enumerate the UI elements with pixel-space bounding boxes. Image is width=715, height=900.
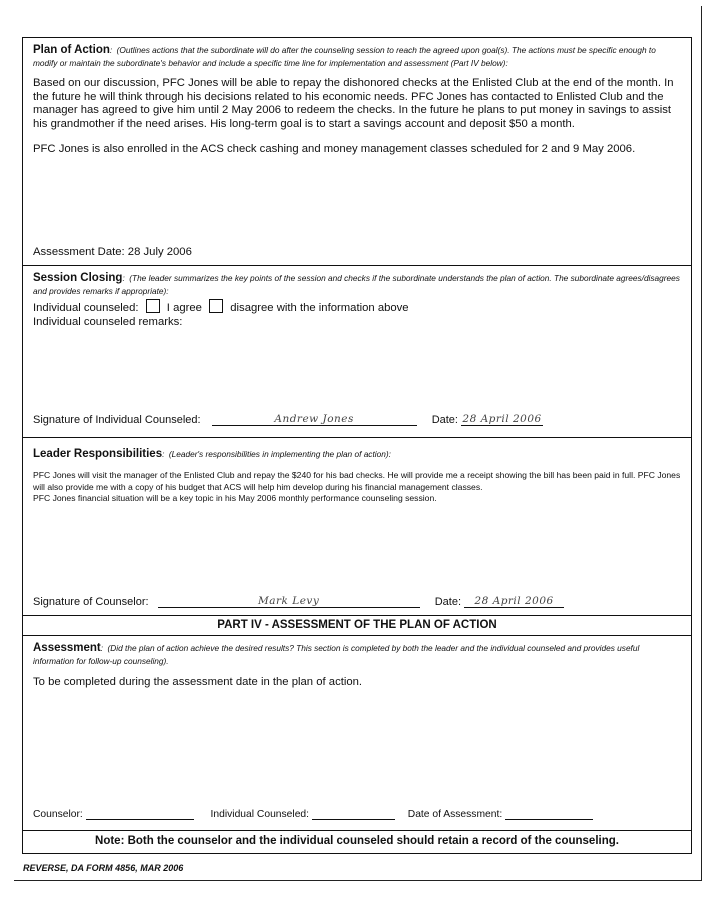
counselor-signature-row (33, 595, 681, 608)
plan-paragraph-2: PFC Jones is also enrolled in the ACS check cashing and money management classes scheduled for 2 and 9 May 2006. (33, 143, 636, 156)
plan-of-action-instructions: (Outlines actions that the subordinate will do after the counseling session to reach the agreed upon goal(s). The actions must be specific enough to modify or maintain the subordinate's behavior and include a specific time line for implementation and assessment (Part IV below): (33, 45, 656, 68)
leader-responsibilities-colon: : (162, 449, 165, 459)
disagree-label: disagree with the information above (230, 302, 409, 314)
assessment-counselor-label: Counselor: (33, 809, 83, 820)
session-closing-instructions: (The leader summarizes the key points of the session and checks if the subordinate understands the plan of action. The subordinate agrees/disagrees and provides remarks if appropriate): (33, 273, 680, 296)
counselor-signature-label: Signature of Counselor: (33, 596, 149, 608)
assessment-date-field[interactable] (505, 809, 593, 820)
leader-paragraph-2: PFC Jones financial situation will be a key topic in his May 2006 monthly performance counseling session. (33, 493, 437, 503)
assessment-instructions: (Did the plan of action achieve the desired results? This section is completed by both the leader and the individual counseled and provides useful information for follow-up counseling). (33, 643, 640, 666)
session-closing-title: Session Closing (33, 272, 123, 284)
plan-of-action-title: Plan of Action (33, 44, 110, 56)
agreement-row (33, 299, 681, 316)
assessment-body: To be completed during the assessment date in the plan of action. (33, 676, 363, 688)
counseled-signature-row (33, 413, 681, 426)
assessment-section (23, 636, 691, 831)
disagree-checkbox[interactable] (209, 299, 223, 313)
plan-of-action-colon: : (109, 45, 113, 55)
session-closing-colon: : (122, 273, 125, 283)
part-four-header: PART IV - ASSESSMENT OF THE PLAN OF ACTION (23, 616, 691, 636)
plan-of-action-section (23, 38, 691, 266)
leader-responsibilities-section (23, 438, 691, 616)
leader-responsibilities-instructions: (Leader's responsibilities in implementing the plan of action): (168, 449, 391, 459)
assessment-date: Assessment Date: 28 July 2006 (33, 246, 192, 258)
agree-checkbox[interactable] (146, 299, 160, 313)
remarks-label: Individual counseled remarks: (33, 315, 183, 328)
form-footer: REVERSE, DA FORM 4856, MAR 2006 (23, 863, 184, 873)
counselor-signature[interactable]: Mark Levy (158, 595, 420, 608)
session-closing-section (23, 266, 691, 438)
assessment-signature-row (33, 809, 681, 820)
plan-paragraph-1: Based on our discussion, PFC Jones will be able to repay the dishonored checks at the Enlisted Club at the end of the month. In the future he will think through his decisions related to his economic needs. PFC Jones has contacted to Enlisted Club and the manager has agreed to give him until 2 May 2006 to redeem the checks. In the future he plans to put money in savings to assist his grandmother if the need arises. His long-term goal is to start a savings account and deposit $50 a month. (33, 77, 674, 130)
leader-paragraph-1: PFC Jones will visit the manager of the Enlisted Club and repay the $240 for his bad checks. He will provide me a receipt showing the bill has been paid in full. PFC Jones will also provide me with a copy of his budget that ACS will help him develop during his financial management classes. (33, 470, 681, 492)
assessment-colon: : (100, 643, 104, 653)
counseled-signature[interactable]: Andrew Jones (212, 413, 417, 426)
counseled-signature-label: Signature of Individual Counseled: (33, 414, 201, 426)
assessment-counselor-field[interactable] (86, 809, 194, 820)
retention-note: Note: Both the counselor and the individual counseled should retain a record of the counseling. (95, 835, 619, 847)
counselor-date-label: Date: (434, 596, 461, 608)
counseled-date-label: Date: (431, 414, 458, 426)
assessment-title: Assessment (33, 642, 101, 654)
agree-label: I agree (166, 302, 202, 314)
counseled-date[interactable]: 28 April 2006 (462, 413, 542, 425)
assessment-individual-field[interactable] (312, 809, 395, 820)
leader-responsibilities-title: Leader Responsibilities (33, 448, 163, 460)
counselor-date[interactable]: 28 April 2006 (464, 595, 564, 608)
counseling-form (22, 37, 692, 854)
agreement-prefix: Individual counseled: (33, 302, 139, 314)
assessment-date-label: Date of Assessment: (407, 809, 503, 820)
assessment-individual-label: Individual Counseled: (210, 809, 310, 820)
